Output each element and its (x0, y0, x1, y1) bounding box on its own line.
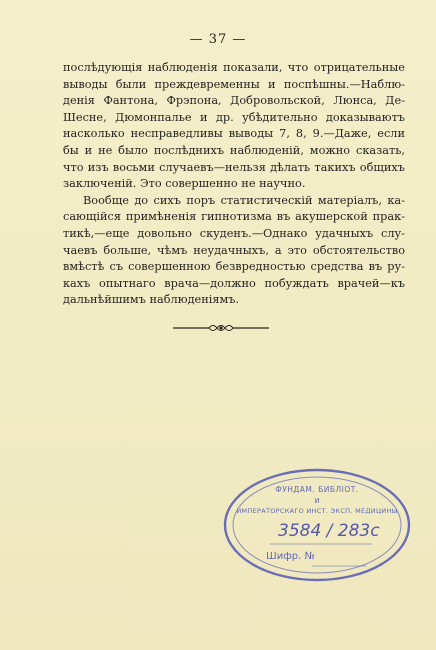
text-line: что изъ восьми случаевъ—нельзя дѣлать такихъ общихъ (63, 160, 405, 174)
library-stamp (222, 466, 412, 584)
text-line: Вообще до сихъ поръ статистическій матеріалъ, ка- (83, 193, 405, 207)
ornament-divider (173, 322, 269, 334)
text-line: сающійся примѣненія гипнотизма въ акушерской прак- (63, 210, 405, 224)
stamp-text: ИМПЕРАТОРСКАГО ИНСТ. ЭКСП. МЕДИЦИНЫ (236, 507, 398, 515)
text-line: кахъ опытнаго врача—должно побуждать врачей—къ (63, 276, 405, 290)
stamp-text: ФУНДАМ. БИБЛІОТ. (275, 485, 359, 494)
text-line: насколько несправедливы выводы 7, 8, 9.—Даже, если (63, 127, 405, 141)
text-line: вмѣстѣ съ совершенною безвредностью средства въ ру- (63, 260, 405, 274)
text-line: бы и не было послѣднихъ наблюденій, можно сказать, (63, 143, 405, 157)
text-line: чаевъ больше, чѣмъ неудачныхъ, а это обстоятельство (63, 243, 405, 257)
paragraph-1 (63, 60, 405, 193)
text-line: Шесне, Дюмонпалье и др. убѣдительно доказываютъ (63, 110, 405, 124)
text-line: выводы были преждевременны и поспѣшны.—Наблю- (63, 77, 405, 91)
text-line: послѣдующія наблюденія показали, что отрицательные (63, 61, 405, 74)
paragraph-2 (63, 193, 405, 309)
stamp-shifr: Шифр. № (266, 551, 315, 562)
text-line: денія Фантона, Фрэпона, Добровольской, Люнса, Де- (63, 94, 405, 108)
text-line: тикѣ,—еще довольно скуденъ.—Однако удачныхъ слу- (63, 226, 405, 240)
text-line: заключеній. Это совершенно не научно. (63, 177, 306, 191)
text-line: дальнѣйшимъ наблюденіямъ. (63, 293, 240, 307)
stamp-text: И (314, 497, 320, 505)
stamp-inventory-number: 3584 / 283с (278, 521, 380, 541)
page-number: — 37 — (189, 32, 247, 47)
body-text (63, 60, 405, 309)
